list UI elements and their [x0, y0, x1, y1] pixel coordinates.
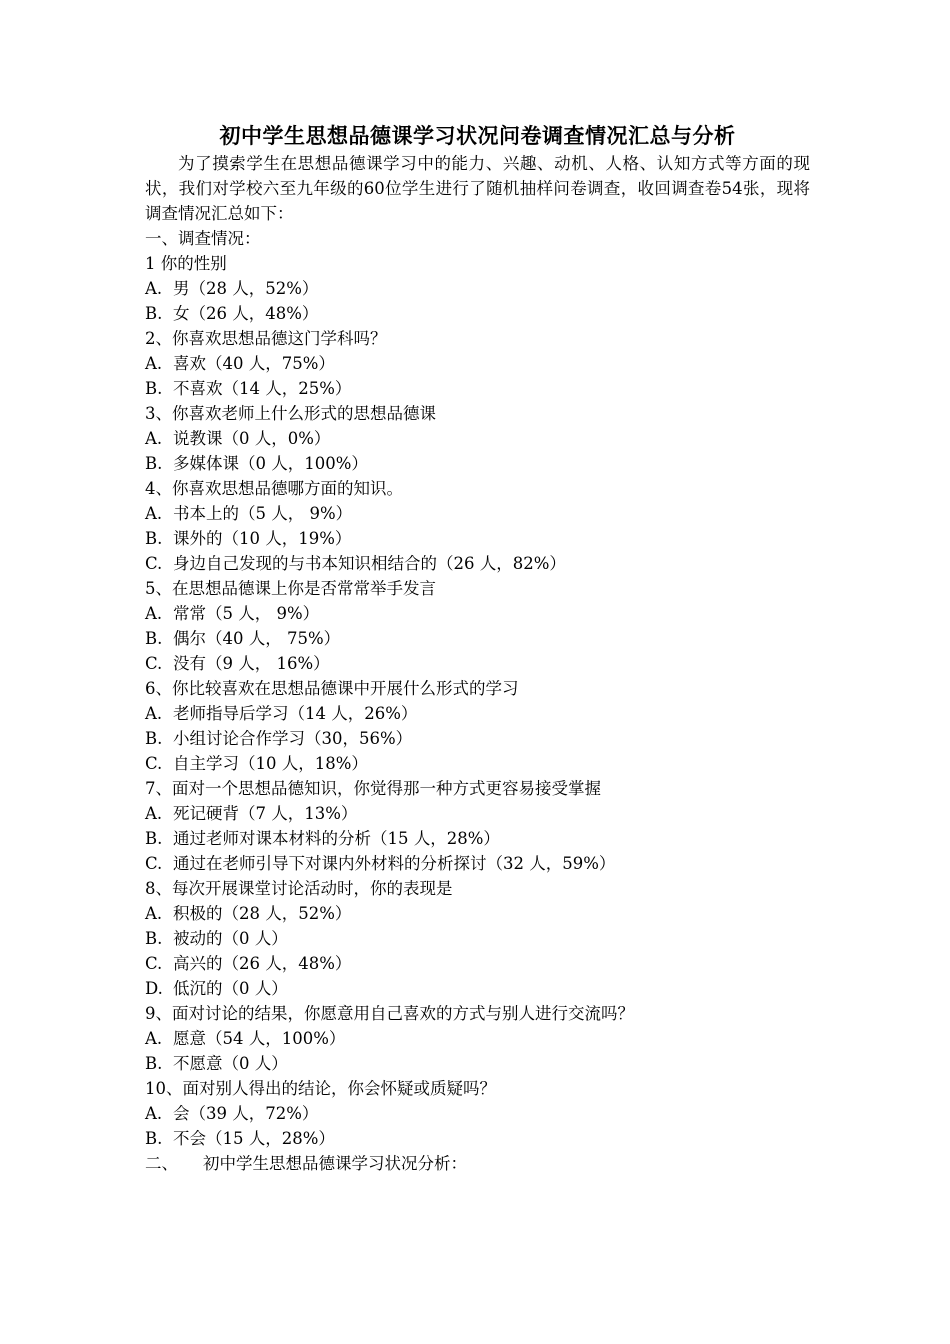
option-letter: C. [145, 954, 163, 973]
option-text: 高兴的（26 人，48%） [173, 954, 352, 973]
option-text: 说教课（0 人，0%） [173, 429, 331, 448]
option-text: 偶尔（40 人， 75%） [173, 629, 341, 648]
document-page [145, 121, 810, 1176]
option-text: 通过老师对课本材料的分析（15 人，28%） [173, 829, 500, 848]
answer-option [145, 526, 810, 551]
question-list [145, 251, 810, 1151]
option-text: 课外的（10 人，19%） [173, 529, 352, 548]
option-letter: A. [145, 504, 163, 523]
option-letter: B. [145, 829, 163, 848]
section-heading-survey: 一、调查情况： [145, 229, 261, 248]
option-text: 男（28 人，52%） [173, 279, 319, 298]
answer-option [145, 276, 810, 301]
answer-option [145, 951, 810, 976]
option-text: 喜欢（40 人，75%） [173, 354, 335, 373]
option-text: 通过在老师引导下对课内外材料的分析探讨（32 人，59%） [173, 854, 616, 873]
intro-paragraph: 为了摸索学生在思想品德课学习中的能力、兴趣、动机、人格、认知方式等方面的现状，我们对学校六至九年级的60位学生进行了随机抽样问卷调查，收回调查卷54张，现将调查情况汇总如下： [145, 154, 810, 223]
section-title: 初中学生思想品德课学习状况分析： [203, 1154, 467, 1173]
answer-option [145, 1101, 810, 1126]
option-text: 不喜欢（14 人，25%） [173, 379, 352, 398]
option-text: 愿意（54 人，100%） [173, 1029, 346, 1048]
answer-option [145, 701, 810, 726]
option-letter: B. [145, 1054, 163, 1073]
option-text: 死记硬背（7 人，13%） [173, 804, 358, 823]
option-letter: C. [145, 554, 163, 573]
answer-option [145, 1026, 810, 1051]
question-text: 9、面对讨论的结果，你愿意用自己喜欢的方式与别人进行交流吗？ [145, 1004, 634, 1023]
option-letter: B. [145, 304, 163, 323]
option-letter: A. [145, 804, 163, 823]
option-text: 老师指导后学习（14 人，26%） [173, 704, 418, 723]
option-letter: A. [145, 1029, 163, 1048]
document-title: 初中学生思想品德课学习状况问卷调查情况汇总与分析 [219, 123, 736, 148]
option-letter: C. [145, 754, 163, 773]
option-text: 被动的（0 人） [173, 929, 288, 948]
option-text: 身边自己发现的与书本知识相结合的（26 人，82%） [173, 554, 566, 573]
option-text: 常常（5 人， 9%） [173, 604, 320, 623]
answer-option [145, 826, 810, 851]
question-text: 5、在思想品德课上你是否常常举手发言 [145, 579, 436, 598]
option-letter: D. [145, 979, 163, 998]
option-letter: A. [145, 904, 163, 923]
question-text: 3、你喜欢老师上什么形式的思想品德课 [145, 404, 436, 423]
option-letter: A. [145, 354, 163, 373]
option-letter: B. [145, 1129, 163, 1148]
question-text: 6、你比较喜欢在思想品德课中开展什么形式的学习 [145, 679, 519, 698]
option-letter: B. [145, 454, 163, 473]
question-text: 2、你喜欢思想品德这门学科吗？ [145, 329, 387, 348]
option-letter: C. [145, 854, 163, 873]
option-letter: C. [145, 654, 163, 673]
option-letter: A. [145, 279, 163, 298]
option-text: 不愿意（0 人） [173, 1054, 288, 1073]
section-heading-analysis [145, 1151, 810, 1176]
answer-option [145, 301, 810, 326]
answer-option [145, 376, 810, 401]
option-text: 积极的（28 人，52%） [173, 904, 352, 923]
answer-option [145, 926, 810, 951]
answer-option [145, 451, 810, 476]
answer-option [145, 901, 810, 926]
option-letter: A. [145, 1104, 163, 1123]
answer-option [145, 551, 810, 576]
answer-option [145, 801, 810, 826]
question-text: 4、你喜欢思想品德哪方面的知识。 [145, 479, 403, 498]
answer-option [145, 501, 810, 526]
answer-option [145, 1126, 810, 1151]
question-text: 7、面对一个思想品德知识，你觉得那一种方式更容易接受掌握 [145, 779, 601, 798]
section-number: 二、 [145, 1154, 178, 1173]
option-letter: B. [145, 729, 163, 748]
question-text: 10、面对别人得出的结论，你会怀疑或质疑吗？ [145, 1079, 496, 1098]
question-text: 8、每次开展课堂讨论活动时，你的表现是 [145, 879, 453, 898]
option-text: 不会（15 人，28%） [173, 1129, 335, 1148]
option-text: 自主学习（10 人，18%） [173, 754, 368, 773]
answer-option [145, 626, 810, 651]
option-letter: B. [145, 629, 163, 648]
option-letter: A. [145, 429, 163, 448]
answer-option [145, 601, 810, 626]
option-letter: A. [145, 604, 163, 623]
answer-option [145, 751, 810, 776]
answer-option [145, 426, 810, 451]
option-letter: B. [145, 529, 163, 548]
option-text: 小组讨论合作学习（30，56%） [173, 729, 413, 748]
option-letter: B. [145, 379, 163, 398]
option-text: 会（39 人，72%） [173, 1104, 319, 1123]
option-letter: B. [145, 929, 163, 948]
answer-option [145, 851, 810, 876]
option-text: 低沉的（0 人） [173, 979, 288, 998]
answer-option [145, 351, 810, 376]
option-text: 女（26 人，48%） [173, 304, 319, 323]
question-text: 1 你的性别 [145, 254, 227, 273]
option-text: 没有（9 人， 16%） [173, 654, 330, 673]
option-text: 多媒体课（0 人，100%） [173, 454, 368, 473]
answer-option [145, 1051, 810, 1076]
option-text: 书本上的（5 人， 9%） [173, 504, 353, 523]
answer-option [145, 651, 810, 676]
answer-option [145, 726, 810, 751]
option-letter: A. [145, 704, 163, 723]
answer-option [145, 976, 810, 1001]
